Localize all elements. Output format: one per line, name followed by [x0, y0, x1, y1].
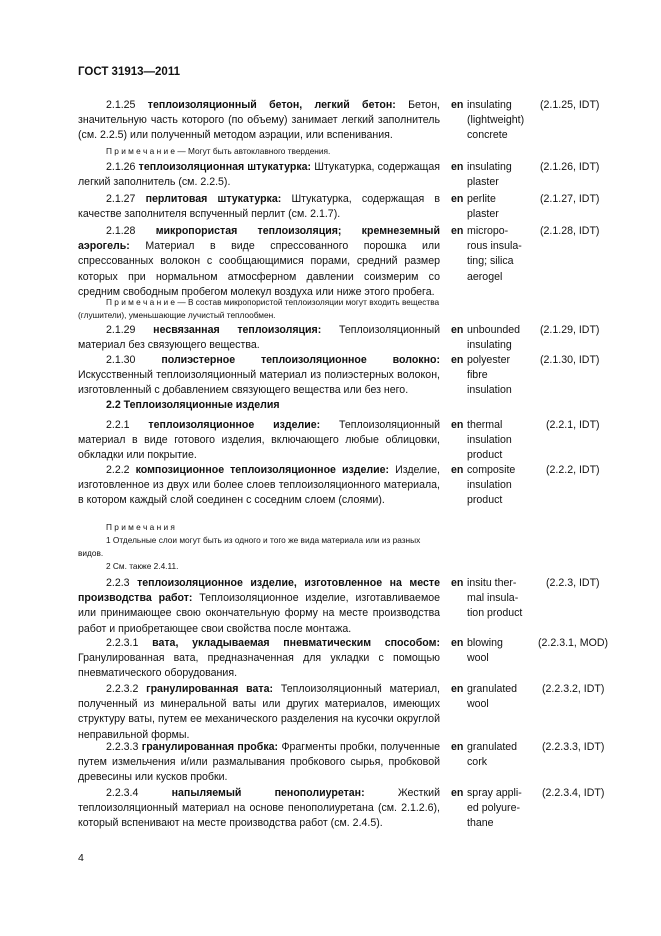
- note: П р и м е ч а н и е — В состав микропористой теплоизоляции могут входить вещества (глушители), уменьшающие лучистый теплообмен.: [78, 297, 440, 320]
- standard-reference: (2.1.27, IDT): [540, 193, 600, 205]
- term-entry: 2.2.3 теплоизоляционное изделие, изготовленное на месте производства работ: Теплоизоляционное изделие, изготавливаемое или принимающее свою окончательную форму на месте производства работ и приобретающее свои свойства после монтажа.: [78, 577, 441, 635]
- note: П р и м е ч а н и е — Могут быть автоклавного твердения.: [106, 146, 331, 156]
- english-equivalent: en micropo- rous insula- ting; silica aerogel: [451, 225, 522, 283]
- note: 2 См. также 2.4.11.: [106, 561, 179, 571]
- standard-reference: (2.1.30, IDT): [540, 354, 600, 366]
- notes-title: П р и м е ч а н и я: [106, 522, 175, 532]
- standard-reference: (2.2.1, IDT): [546, 419, 600, 431]
- section-heading: 2.2 Теплоизоляционные изделия: [106, 399, 280, 411]
- term-entry: 2.2.3.4 напыляемый пенополиуретан: Жесткий теплоизоляционный материал на основе пенополиуретана (см. 2.1.2.6), который вспенивают на месте производства работ (см. 2.4.5).: [78, 787, 441, 830]
- english-equivalent: en polyester fibre insulation: [451, 354, 512, 397]
- standard-reference: (2.2.3.1, MOD): [538, 637, 609, 649]
- term-definition: Бетон, значительную часть которого (по объему) занимает легкий заполнитель (см. 2.2.5) или полученный методом аэрации, или вспенивания.: [78, 99, 440, 142]
- term-entry: 2.2.3.1 вата, укладываемая пневматическим способом: Гранулированная вата, предназначенная для укладки с помощью пневматического оборудования.: [78, 637, 440, 680]
- english-equivalent: en thermal insulation product: [451, 419, 512, 462]
- standard-reference: (2.1.25, IDT): [540, 99, 600, 111]
- english-equivalent: en granulated wool: [451, 683, 518, 711]
- note: 1 Отдельные слои могут быть из одного и того же вида материала или из разных видов.: [78, 535, 421, 558]
- english-equivalent: en composite insulation product: [451, 464, 516, 507]
- standard-reference: (2.1.29, IDT): [540, 324, 600, 336]
- standard-reference: (2.2.3.3, IDT): [542, 741, 605, 753]
- english-equivalent: en unbounded insulating: [451, 324, 521, 352]
- term-entry: 2.2.3.2 гранулированная вата: Теплоизоляционный материал, полученный из минеральной ваты или других материалов, имеющих структуру ваты, путем ее механического разделения на кусочки округлой неправильной формы.: [78, 683, 440, 741]
- page-number: 4: [78, 852, 84, 864]
- term-entry: 2.1.29 несвязанная теплоизоляция: Теплоизоляционный материал без связующего вещества.: [78, 324, 441, 352]
- english-equivalent: en granulated cork: [451, 741, 518, 769]
- standard-reference: (2.2.3.4, IDT): [542, 787, 605, 799]
- english-equivalent: en blowing wool: [451, 637, 503, 665]
- term-entry: 2.1.26 теплоизоляционная штукатурка: Штукатурка, содержащая легкий заполнитель (см. 2.2.5).: [78, 161, 440, 189]
- lang-code: en: [451, 99, 464, 111]
- term-entry: 2.2.1 теплоизоляционное изделие: Теплоизоляционный материал в виде готового изделия, включающего любые облицовки, обкладки или покрытие.: [78, 419, 441, 462]
- term-title: теплоизоляционный бетон, легкий бетон:: [147, 99, 396, 111]
- term-entry: 2.1.30 полиэстерное теплоизоляционное волокно: Искусственный теплоизоляционный материал из полиэстерных волокон, изготовленный с добавлением связующего вещества или без него.: [78, 354, 440, 397]
- english-equivalent: en insulating plaster: [451, 161, 512, 189]
- standard-reference: (2.2.3.2, IDT): [542, 683, 605, 695]
- term-entry: 2.1.27 перлитовая штукатурка: Штукатурка, содержащая в качестве заполнителя вспученный перлит (см. 2.1.7).: [78, 193, 441, 221]
- english-equivalent: en perlite plaster: [451, 193, 499, 221]
- standard-reference: (2.2.3, IDT): [546, 577, 600, 589]
- english-equivalent: en insulating (lightweight) concrete: [451, 99, 525, 142]
- english-equivalent: en insitu ther- mal insula- tion product: [451, 577, 523, 620]
- standard-reference: (2.2.2, IDT): [546, 464, 600, 476]
- document-header: ГОСТ 31913—2011: [78, 66, 180, 78]
- term-number: 2.1.25: [106, 99, 136, 111]
- english-equivalent: en spray appli- ed polyure- thane: [451, 787, 522, 830]
- term-entry: 2.2.2 композиционное теплоизоляционное изделие: Изделие, изготовленное из двух или более слоев теплоизоляционного материала, в котором каждый слой соединен с соседним слоем (слоями).: [78, 464, 440, 507]
- standard-reference: (2.1.28, IDT): [540, 225, 600, 237]
- term-entry: [78, 98, 440, 144]
- standard-reference: (2.1.26, IDT): [540, 161, 600, 173]
- term-entry: 2.2.3.3 гранулированная пробка: Фрагменты пробки, полученные путем измельчения и/или размалывания пробкового сырья, пробковой древесины или кусков пробки.: [78, 741, 440, 784]
- term-entry: 2.1.28 микропористая теплоизоляция; кремнеземный аэрогель: Материал в виде спрессованного порошка или спрессованных волокон с сообщающимися порами, средний размер которых при нормальном атмосферном давлении соизмерим со средним свободным пробегом молекул воздуха или ниже этого пробега.: [78, 225, 440, 298]
